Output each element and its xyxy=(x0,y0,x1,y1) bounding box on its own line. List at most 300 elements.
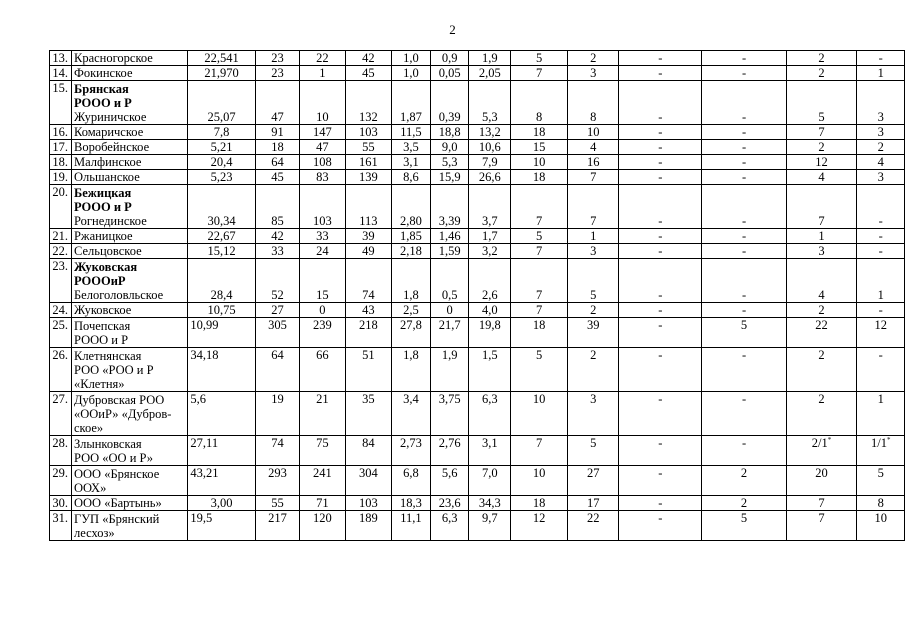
table-row xyxy=(50,51,905,66)
cell-value: 7 xyxy=(818,496,825,510)
value-cell xyxy=(430,155,469,170)
name-line: Брянская xyxy=(73,82,129,96)
value-cell xyxy=(345,51,391,66)
cell-value: 2 xyxy=(590,303,597,317)
cell-value: 2,6 xyxy=(481,288,498,302)
value-cell xyxy=(469,244,511,259)
cell-value: - xyxy=(741,244,747,258)
value-cell xyxy=(188,155,255,170)
cell-value: 305 xyxy=(268,318,287,332)
value-cell xyxy=(392,436,431,466)
value-cell xyxy=(857,185,905,229)
cell-value: 21,7 xyxy=(438,318,461,332)
cell-value: 18,3 xyxy=(399,496,422,510)
value-cell xyxy=(430,436,469,466)
value-cell xyxy=(786,229,857,244)
name-line: ское» xyxy=(73,421,104,435)
value-cell xyxy=(702,155,786,170)
value-cell xyxy=(345,466,391,496)
cell-value: - xyxy=(878,244,883,258)
value-cell xyxy=(619,511,702,541)
cell-value: 5 xyxy=(590,288,597,302)
value-cell xyxy=(345,318,391,348)
cell-value: 7 xyxy=(590,170,597,184)
row-name xyxy=(71,229,187,244)
cell-value: 66 xyxy=(316,348,329,362)
cell-value: - xyxy=(658,51,663,65)
cell-value: - xyxy=(741,51,747,65)
row-number: 13. xyxy=(50,51,72,66)
value-cell xyxy=(857,496,905,511)
value-cell xyxy=(255,185,299,229)
cell-value: 3 xyxy=(877,125,884,139)
value-cell xyxy=(857,229,905,244)
value-cell xyxy=(857,125,905,140)
value-cell xyxy=(786,66,857,81)
value-cell xyxy=(469,303,511,318)
row-number: 15. xyxy=(50,81,72,125)
value-cell xyxy=(392,51,431,66)
cell-value: 2,18 xyxy=(399,244,422,258)
cell-value: 47 xyxy=(316,140,329,154)
table-row xyxy=(50,81,905,125)
value-cell xyxy=(702,125,786,140)
cell-value: 71 xyxy=(316,496,329,510)
cell-value: 1,8 xyxy=(403,288,419,302)
value-cell xyxy=(702,392,786,436)
cell-value: 2 xyxy=(818,392,825,406)
value-cell xyxy=(300,348,345,392)
cell-value: 139 xyxy=(358,170,378,184)
cell-value: 28,4 xyxy=(210,288,233,302)
value-cell xyxy=(857,140,905,155)
cell-value: 34,18 xyxy=(190,348,219,362)
name-line: лесхоз» xyxy=(73,526,115,540)
cell-value: 147 xyxy=(313,125,332,139)
cell-value: 8,6 xyxy=(403,170,419,184)
cell-value: 3 xyxy=(590,244,597,258)
cell-value: 113 xyxy=(359,214,378,228)
value-cell xyxy=(345,155,391,170)
value-cell xyxy=(300,259,345,303)
cell-value: 2 xyxy=(877,140,884,154)
cell-value: 45 xyxy=(271,170,284,184)
row-number: 27. xyxy=(50,392,72,436)
value-cell xyxy=(619,155,702,170)
name-line: Ржаницкое xyxy=(73,229,133,243)
value-cell xyxy=(469,436,511,466)
cell-value: 1 xyxy=(818,229,825,243)
value-cell xyxy=(857,511,905,541)
cell-value: - xyxy=(741,155,747,169)
cell-value: 0 xyxy=(319,303,326,317)
row-number: 26. xyxy=(50,348,72,392)
value-cell xyxy=(786,348,857,392)
cell-value: 0,5 xyxy=(441,288,458,302)
value-cell xyxy=(619,51,702,66)
value-cell xyxy=(300,125,345,140)
name-line: ООХ» xyxy=(73,481,107,495)
value-cell xyxy=(345,303,391,318)
row-number: 21. xyxy=(50,229,72,244)
value-cell xyxy=(392,140,431,155)
cell-value: 1,0 xyxy=(403,66,419,80)
value-cell xyxy=(511,318,568,348)
cell-value: - xyxy=(741,125,747,139)
data-table xyxy=(49,50,905,541)
cell-value: 2 xyxy=(590,51,597,65)
cell-value: 2/1 xyxy=(811,436,828,450)
cell-value: 2,80 xyxy=(399,214,422,228)
value-cell xyxy=(619,140,702,155)
cell-value: 42 xyxy=(362,51,375,65)
cell-value: 5,21 xyxy=(210,140,233,154)
value-cell xyxy=(392,185,431,229)
row-number: 25. xyxy=(50,318,72,348)
row-number: 31. xyxy=(50,511,72,541)
value-cell xyxy=(345,392,391,436)
value-cell xyxy=(702,81,786,125)
table-row xyxy=(50,125,905,140)
value-cell xyxy=(568,496,619,511)
value-cell xyxy=(430,303,469,318)
cell-value: 22,67 xyxy=(207,229,236,243)
cell-value: 24 xyxy=(316,244,329,258)
cell-value: 3,5 xyxy=(403,140,419,154)
value-cell xyxy=(345,436,391,466)
value-cell xyxy=(511,229,568,244)
cell-value: 47 xyxy=(271,110,284,124)
cell-value: - xyxy=(741,140,747,154)
value-cell xyxy=(392,466,431,496)
cell-value: 1,85 xyxy=(399,229,422,243)
value-cell xyxy=(255,436,299,466)
cell-value: - xyxy=(658,318,663,332)
value-cell xyxy=(786,51,857,66)
value-cell xyxy=(255,81,299,125)
value-cell xyxy=(188,244,255,259)
value-cell xyxy=(255,303,299,318)
name-line: Дубровская РОО xyxy=(73,393,165,407)
cell-value: 7 xyxy=(535,244,543,258)
cell-value: 18,8 xyxy=(438,125,461,139)
value-cell xyxy=(430,259,469,303)
cell-value: 241 xyxy=(313,466,332,480)
name-line: Белоголовльское xyxy=(73,288,164,302)
row-name xyxy=(71,511,187,541)
table-row xyxy=(50,185,905,229)
value-cell xyxy=(511,170,568,185)
value-cell xyxy=(469,348,511,392)
value-cell xyxy=(511,140,568,155)
value-cell xyxy=(568,511,619,541)
row-name xyxy=(71,185,187,229)
cell-value: 18 xyxy=(532,496,546,510)
value-cell xyxy=(188,318,255,348)
cell-value: 43,21 xyxy=(190,466,219,480)
value-cell xyxy=(430,170,469,185)
value-cell xyxy=(300,170,345,185)
name-line: ООО «Брянское xyxy=(73,467,160,481)
value-cell xyxy=(430,348,469,392)
cell-value: 15,9 xyxy=(438,170,461,184)
cell-value: 27,8 xyxy=(399,318,422,332)
cell-value: - xyxy=(658,466,663,480)
value-cell xyxy=(430,125,469,140)
name-line: Ольшанское xyxy=(73,170,140,184)
value-cell xyxy=(345,244,391,259)
cell-value: 2 xyxy=(740,466,748,480)
row-name xyxy=(71,81,187,125)
cell-value: - xyxy=(658,214,663,228)
table-row xyxy=(50,140,905,155)
value-cell xyxy=(392,318,431,348)
cell-value: - xyxy=(658,303,663,317)
name-line: РООО и Р xyxy=(73,96,132,110)
cell-value: - xyxy=(741,348,747,362)
cell-value: 1,59 xyxy=(438,244,461,258)
cell-value: 10 xyxy=(532,466,546,480)
value-cell xyxy=(568,81,619,125)
cell-value: 55 xyxy=(271,496,284,510)
name-line: Фокинское xyxy=(73,66,133,80)
cell-value: 5,3 xyxy=(441,155,458,169)
value-cell xyxy=(511,259,568,303)
value-cell xyxy=(511,496,568,511)
row-name xyxy=(71,244,187,259)
value-cell xyxy=(392,244,431,259)
cell-value: 11,5 xyxy=(400,125,422,139)
row-number: 16. xyxy=(50,125,72,140)
cell-value: 3 xyxy=(590,66,597,80)
value-cell xyxy=(702,318,786,348)
value-cell xyxy=(857,155,905,170)
cell-value: 39 xyxy=(362,229,375,243)
row-name xyxy=(71,348,187,392)
value-cell xyxy=(430,140,469,155)
name-line: Малфинское xyxy=(73,155,142,169)
cell-value: 26,6 xyxy=(478,170,501,184)
table-row xyxy=(50,229,905,244)
value-cell xyxy=(469,51,511,66)
value-cell xyxy=(392,303,431,318)
value-cell xyxy=(511,51,568,66)
cell-value: 2 xyxy=(818,303,825,317)
cell-value: 7,9 xyxy=(481,155,498,169)
value-cell xyxy=(702,496,786,511)
value-cell xyxy=(568,125,619,140)
value-cell xyxy=(300,318,345,348)
cell-value: 18 xyxy=(532,125,546,139)
cell-value: 1/1 xyxy=(870,436,887,450)
cell-value: 12 xyxy=(815,155,828,169)
value-cell xyxy=(255,318,299,348)
cell-value: 5 xyxy=(535,229,543,243)
row-number: 14. xyxy=(50,66,72,81)
value-cell xyxy=(511,244,568,259)
value-cell xyxy=(786,259,857,303)
cell-value: 11,1 xyxy=(400,511,422,525)
cell-value: - xyxy=(741,66,747,80)
value-cell xyxy=(619,318,702,348)
cell-value: 3,75 xyxy=(438,392,461,406)
cell-value: 7 xyxy=(818,214,825,228)
value-cell xyxy=(392,511,431,541)
value-cell xyxy=(300,81,345,125)
cell-value: - xyxy=(658,511,663,525)
cell-value: 0,05 xyxy=(438,66,461,80)
row-number: 30. xyxy=(50,496,72,511)
value-cell xyxy=(469,511,511,541)
table-row xyxy=(50,170,905,185)
cell-value: 4,0 xyxy=(481,303,498,317)
row-number: 22. xyxy=(50,244,72,259)
cell-value: 10,6 xyxy=(478,140,501,154)
value-cell xyxy=(702,436,786,466)
cell-value: 8 xyxy=(877,496,884,510)
cell-value: 5 xyxy=(818,110,825,124)
cell-value: - xyxy=(878,303,883,317)
cell-value: 13,2 xyxy=(478,125,501,139)
value-cell xyxy=(300,155,345,170)
cell-value: 6,8 xyxy=(403,466,419,480)
cell-value: 2,05 xyxy=(478,66,501,80)
cell-value: 43 xyxy=(362,303,375,317)
value-cell xyxy=(857,66,905,81)
cell-value: 45 xyxy=(362,66,375,80)
value-cell xyxy=(702,185,786,229)
cell-value: 1 xyxy=(590,229,597,243)
cell-value: 189 xyxy=(358,511,378,525)
cell-value: 19,5 xyxy=(190,511,213,525)
value-cell xyxy=(300,392,345,436)
cell-value: - xyxy=(658,436,663,450)
cell-value: 7,0 xyxy=(481,466,498,480)
value-cell xyxy=(568,170,619,185)
cell-value: 51 xyxy=(362,348,375,362)
row-name xyxy=(71,466,187,496)
value-cell xyxy=(255,348,299,392)
value-cell xyxy=(255,392,299,436)
value-cell xyxy=(345,185,391,229)
cell-value: - xyxy=(741,170,747,184)
value-cell xyxy=(619,66,702,81)
cell-value: 23 xyxy=(271,66,284,80)
name-line: «ООиР» «Дубров- xyxy=(73,407,172,421)
cell-value: 7 xyxy=(535,436,543,450)
cell-value: 3 xyxy=(877,110,884,124)
cell-value: - xyxy=(741,229,747,243)
cell-value: 161 xyxy=(358,155,378,169)
value-cell xyxy=(702,51,786,66)
value-cell xyxy=(430,229,469,244)
value-cell xyxy=(511,348,568,392)
cell-value: 75 xyxy=(316,436,329,450)
value-cell xyxy=(786,244,857,259)
cell-value: 23 xyxy=(271,51,284,65)
cell-value: - xyxy=(878,229,883,243)
value-cell xyxy=(786,170,857,185)
cell-value: 3 xyxy=(590,392,597,406)
cell-value: 10 xyxy=(874,511,887,525)
value-cell xyxy=(392,392,431,436)
value-cell xyxy=(857,318,905,348)
value-cell xyxy=(702,466,786,496)
row-name xyxy=(71,170,187,185)
cell-value: 8 xyxy=(590,110,597,124)
value-cell xyxy=(469,170,511,185)
name-line: РООО и Р xyxy=(73,200,132,214)
value-cell xyxy=(619,259,702,303)
value-cell xyxy=(300,140,345,155)
cell-value: 217 xyxy=(268,511,287,525)
cell-value: 8 xyxy=(535,110,543,124)
cell-value: 7 xyxy=(535,288,543,302)
value-cell xyxy=(619,466,702,496)
cell-value: 5 xyxy=(590,436,597,450)
cell-value: 7 xyxy=(818,511,825,525)
cell-value: 5,6 xyxy=(441,466,458,480)
value-cell xyxy=(188,229,255,244)
value-cell xyxy=(469,140,511,155)
value-cell xyxy=(511,185,568,229)
value-cell xyxy=(188,51,255,66)
name-line: Рогнединское xyxy=(73,214,147,228)
cell-value: 120 xyxy=(313,511,332,525)
cell-value: 27 xyxy=(271,303,284,317)
value-cell xyxy=(786,392,857,436)
cell-value: - xyxy=(741,110,747,124)
value-cell xyxy=(430,392,469,436)
value-cell xyxy=(392,81,431,125)
name-line: РОО «РОО и Р xyxy=(73,363,154,377)
cell-value: 5,3 xyxy=(481,110,498,124)
value-cell xyxy=(300,51,345,66)
row-number: 18. xyxy=(50,155,72,170)
row-name xyxy=(71,436,187,466)
cell-value: 34,3 xyxy=(478,496,501,510)
value-cell xyxy=(857,259,905,303)
value-cell xyxy=(255,125,299,140)
cell-value: - xyxy=(658,140,663,154)
value-cell xyxy=(345,81,391,125)
cell-value: 5,6 xyxy=(190,392,207,406)
cell-value: 1 xyxy=(877,288,884,302)
value-cell xyxy=(430,51,469,66)
cell-value: 74 xyxy=(271,436,284,450)
cell-value: 19,8 xyxy=(478,318,501,332)
value-cell xyxy=(786,318,857,348)
row-name xyxy=(71,318,187,348)
cell-value: 15 xyxy=(532,140,546,154)
cell-value: 22 xyxy=(316,51,329,65)
cell-value: 16 xyxy=(586,155,600,169)
value-cell xyxy=(469,496,511,511)
cell-value: 1,0 xyxy=(403,51,419,65)
name-line: Жуковское xyxy=(73,303,132,317)
cell-value: 1,5 xyxy=(481,348,498,362)
cell-value: 103 xyxy=(358,496,378,510)
cell-value: 4 xyxy=(590,140,597,154)
value-cell xyxy=(619,303,702,318)
cell-value: 10 xyxy=(532,155,546,169)
cell-value: 5 xyxy=(740,511,748,525)
value-cell xyxy=(300,496,345,511)
cell-value: 20 xyxy=(815,466,828,480)
cell-value: - xyxy=(741,303,747,317)
value-cell xyxy=(392,496,431,511)
value-cell xyxy=(430,466,469,496)
